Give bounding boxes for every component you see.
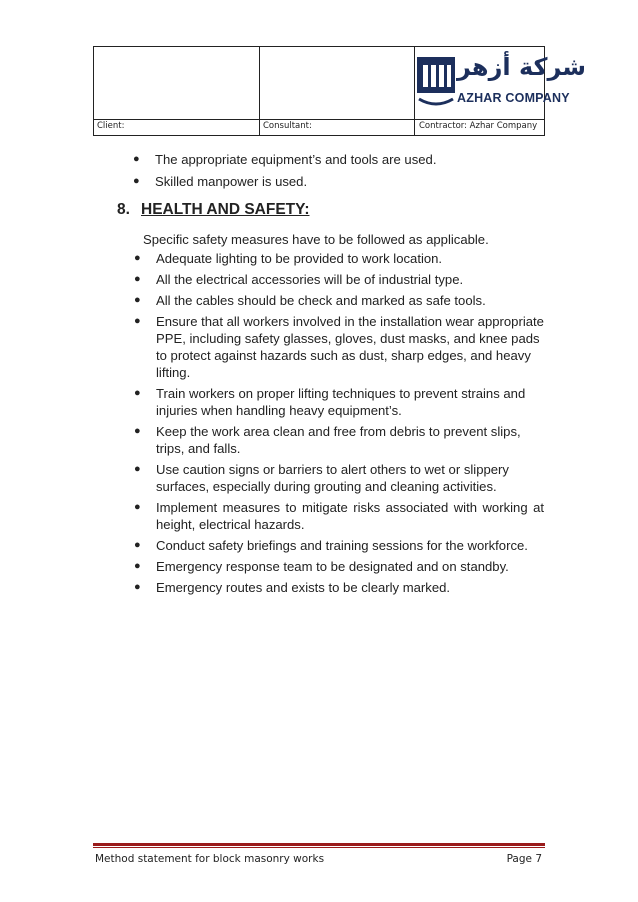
consultant-label: Consultant: xyxy=(263,121,312,131)
header-logo-row xyxy=(94,47,587,119)
list-item: ● Implement measures to mitigate risks associated with working at height, electrical hazards. xyxy=(134,500,544,532)
list-item: ● Emergency routes and exists to be clearly marked. xyxy=(134,580,451,595)
list-item: ● Skilled manpower is used. xyxy=(133,174,308,189)
bullet-icon: ● xyxy=(134,560,141,572)
contractor-label: Contractor: Azhar Company xyxy=(419,121,538,131)
section-title: HEALTH AND SAFETY: xyxy=(141,201,310,218)
footer-document-title: Method statement for block masonry works xyxy=(95,853,325,865)
bullet-icon: ● xyxy=(134,539,141,551)
footer-page-number: Page 7 xyxy=(506,853,542,865)
list-item: ● Adequate lighting to be provided to work location. xyxy=(134,251,443,266)
logo-arabic-text: شركة أزهر xyxy=(457,53,587,81)
section-number: 8. xyxy=(117,201,130,218)
list-item: ● Conduct safety briefings and training sessions for the workforce. xyxy=(134,538,528,553)
bullet-icon: ● xyxy=(134,581,141,593)
client-label: Client: xyxy=(97,121,125,131)
list-item: ● Use caution signs or barriers to alert others to wet or slippery surfaces, especially during grouting and cleaning activities. xyxy=(134,462,509,494)
bullet-icon: ● xyxy=(134,252,141,264)
bullet-icon: ● xyxy=(133,153,140,165)
header-label-row xyxy=(94,119,544,136)
footer-rule xyxy=(93,843,545,846)
header-divider xyxy=(414,120,415,136)
list-item: ● All the electrical accessories will be of industrial type. xyxy=(134,272,464,287)
bullet-icon: ● xyxy=(134,294,141,306)
list-item: ● Emergency response team to be designated and on standby. xyxy=(134,559,509,574)
section-heading xyxy=(117,201,309,219)
list-item: ● All the cables should be check and marked as safe tools. xyxy=(134,293,486,308)
bullet-icon: ● xyxy=(134,387,141,399)
list-item: ● Ensure that all workers involved in the installation wear appropriate PPE, including safety glasses, gloves, dust masks, and knee pads to protect against hazards such as dust, sharp edges, and heavy lifting. xyxy=(134,314,544,380)
bullet-icon: ● xyxy=(134,501,141,513)
company-logo xyxy=(417,53,587,113)
header-divider xyxy=(259,120,260,136)
bullet-icon: ● xyxy=(134,425,141,437)
section-intro: Specific safety measures have to be followed as applicable. xyxy=(143,232,489,247)
list-item: ● The appropriate equipment’s and tools are used. xyxy=(133,152,437,167)
bullet-icon: ● xyxy=(134,463,141,475)
header-divider xyxy=(259,47,260,119)
safety-bullet-list xyxy=(134,250,544,600)
list-item: ● Train workers on proper lifting techniques to prevent strains and injuries when handling heavy equipment’s. xyxy=(134,386,526,418)
logo-english-text: AZHAR COMPANY xyxy=(457,91,570,105)
footer-rule xyxy=(93,847,545,848)
bullet-icon: ● xyxy=(133,175,140,187)
header-divider xyxy=(414,47,415,119)
header-table xyxy=(93,46,587,136)
bullet-icon: ● xyxy=(134,273,141,285)
logo-mark-icon xyxy=(417,57,455,109)
continuation-bullet-list xyxy=(133,151,545,195)
bullet-icon: ● xyxy=(134,315,141,327)
list-item: ● Keep the work area clean and free from debris to prevent slips, trips, and falls. xyxy=(134,424,521,456)
